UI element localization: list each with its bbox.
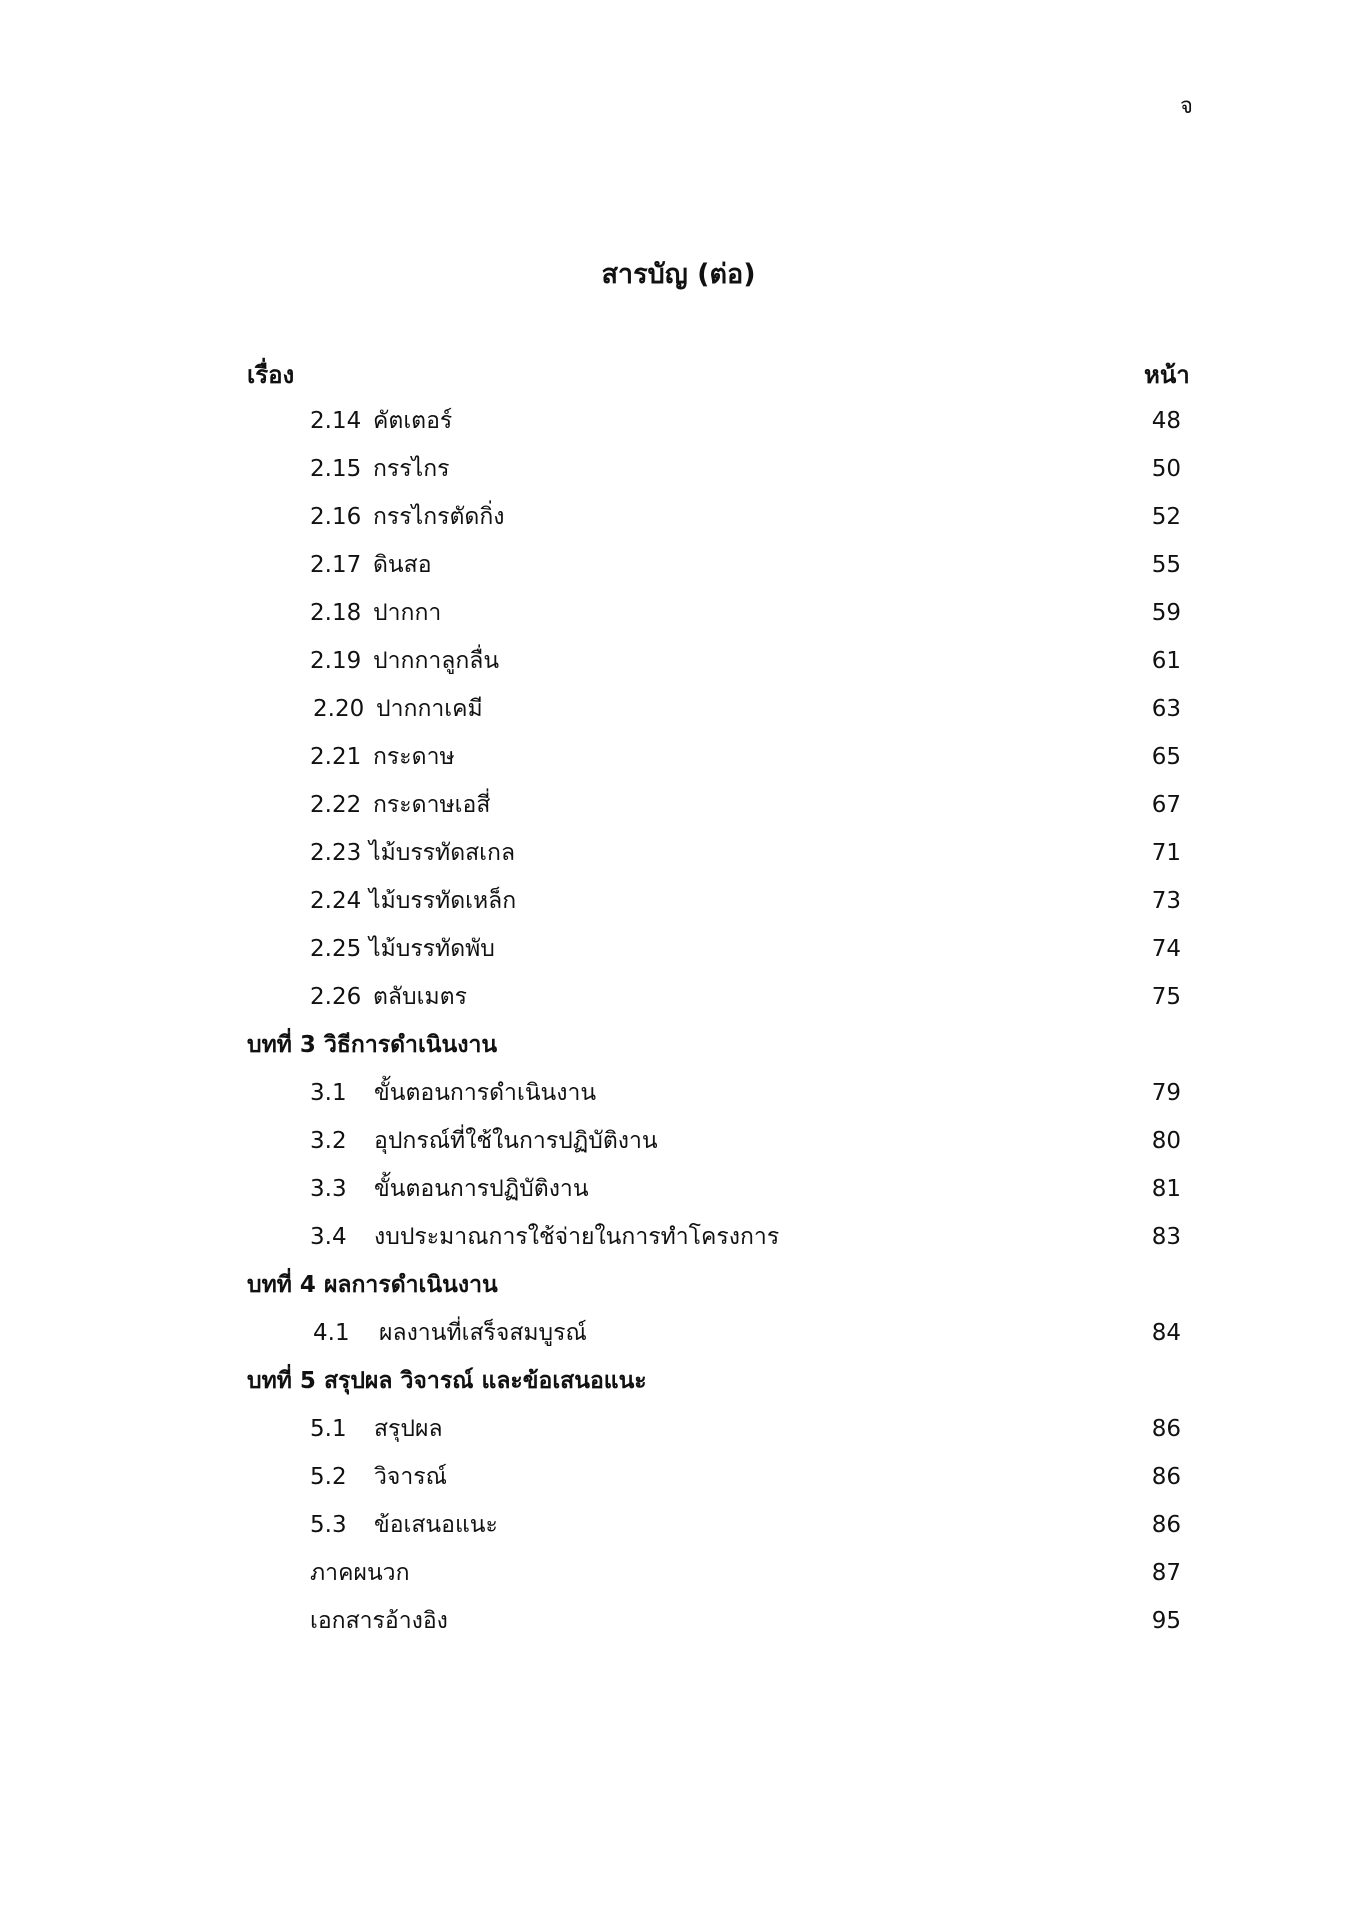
- entry-number: 2.26: [310, 984, 362, 1010]
- toc-entry-2-23: [0, 833, 1357, 873]
- entry-title: ข้อเสนอแนะ: [374, 1512, 498, 1538]
- entry-number: 2.16: [310, 504, 362, 530]
- entry-title: ปากกา: [373, 600, 442, 626]
- toc-entry-2-25: [0, 929, 1357, 969]
- entry-page: 75: [1151, 984, 1181, 1010]
- toc-entry-2-24: [0, 881, 1357, 921]
- entry-page: 80: [1151, 1128, 1181, 1154]
- toc-entry-3-3: [0, 1169, 1357, 1209]
- entry-page: 71: [1151, 840, 1181, 866]
- entry-number: 2.20: [313, 696, 365, 722]
- entry-page: 74: [1151, 936, 1181, 962]
- entry-title: ดินสอ: [373, 552, 432, 578]
- topic-column-header: เรื่อง: [247, 361, 295, 389]
- entry-title: คัตเตอร์: [373, 408, 453, 434]
- toc-entry-3-2: [0, 1121, 1357, 1161]
- toc-entry-4-1: [0, 1313, 1357, 1353]
- entry-page: 61: [1151, 648, 1181, 674]
- toc-entry-references: [0, 1601, 1357, 1641]
- entry-page: 50: [1151, 456, 1181, 482]
- entry-number: 2.23: [310, 840, 362, 866]
- entry-page: 55: [1151, 552, 1181, 578]
- toc-entry-2-22: [0, 785, 1357, 825]
- toc-entry-2-17: [0, 545, 1357, 585]
- toc-entry-5-2: [0, 1457, 1357, 1497]
- entry-page: 79: [1151, 1080, 1181, 1106]
- entry-number: 5.2: [310, 1464, 347, 1490]
- toc-entry-2-21: [0, 737, 1357, 777]
- entry-title: ผลงานที่เสร็จสมบูรณ์: [379, 1320, 587, 1346]
- entry-title: ไม้บรรทัดเหล็ก: [369, 888, 517, 914]
- entry-title: กรรไกรตัดกิ่ง: [373, 504, 505, 530]
- entry-number: 3.4: [310, 1224, 347, 1250]
- entry-page: 73: [1151, 888, 1181, 914]
- entry-number: 5.1: [310, 1416, 347, 1442]
- entry-title: กระดาษเอสี่: [373, 792, 491, 818]
- entry-number: 2.14: [310, 408, 362, 434]
- entry-page: 81: [1151, 1176, 1181, 1202]
- toc-entry-2-16: [0, 497, 1357, 537]
- toc-entry-3-4: [0, 1217, 1357, 1257]
- toc-entry-2-20: [0, 689, 1357, 729]
- toc-chapter-5: [0, 1361, 1357, 1401]
- entry-page: 59: [1151, 600, 1181, 626]
- chapter-title: บทที่ 3 วิธีการดำเนินงาน: [247, 1032, 498, 1058]
- entry-page: 84: [1151, 1320, 1181, 1346]
- entry-page: 63: [1151, 696, 1181, 722]
- entry-title: ขั้นตอนการดำเนินงาน: [374, 1080, 597, 1106]
- page-column-header: หน้า: [1144, 361, 1190, 389]
- entry-page: 87: [1151, 1560, 1181, 1586]
- toc-entry-2-18: [0, 593, 1357, 633]
- entry-page: 67: [1151, 792, 1181, 818]
- entry-title: วิจารณ์: [374, 1464, 447, 1490]
- entry-number: 2.24: [310, 888, 362, 914]
- toc-entry-2-26: [0, 977, 1357, 1017]
- page-title: สารบัญ (ต่อ): [601, 259, 756, 290]
- entry-number: 5.3: [310, 1512, 347, 1538]
- entry-page: 86: [1151, 1464, 1181, 1490]
- entry-page: 86: [1151, 1512, 1181, 1538]
- entry-page: 52: [1151, 504, 1181, 530]
- entry-number: 2.22: [310, 792, 362, 818]
- entry-title: ขั้นตอนการปฏิบัติงาน: [374, 1176, 589, 1202]
- entry-number: 3.3: [310, 1176, 347, 1202]
- entry-page: 83: [1151, 1224, 1181, 1250]
- toc-entry-2-15: [0, 449, 1357, 489]
- entry-title: ปากกาเคมี: [376, 696, 483, 722]
- entry-number: 3.1: [310, 1080, 347, 1106]
- entry-title: สรุปผล: [374, 1416, 443, 1442]
- page-number: จ: [1180, 94, 1193, 119]
- entry-number: 4.1: [313, 1320, 350, 1346]
- toc-chapter-3: [0, 1025, 1357, 1065]
- chapter-title: บทที่ 4 ผลการดำเนินงาน: [247, 1272, 498, 1298]
- entry-number: 2.17: [310, 552, 362, 578]
- entry-page: 86: [1151, 1416, 1181, 1442]
- entry-number: 2.18: [310, 600, 362, 626]
- entry-title: กรรไกร: [373, 456, 450, 482]
- toc-entry-5-3: [0, 1505, 1357, 1545]
- entry-page: 65: [1151, 744, 1181, 770]
- entry-title: อุปกรณ์ที่ใช้ในการปฏิบัติงาน: [374, 1128, 658, 1154]
- toc-entry-2-14: [0, 401, 1357, 441]
- entry-page: 95: [1151, 1608, 1181, 1634]
- toc-entry-5-1: [0, 1409, 1357, 1449]
- entry-title: กระดาษ: [373, 744, 455, 770]
- chapter-title: บทที่ 5 สรุปผล วิจารณ์ และข้อเสนอแนะ: [247, 1368, 647, 1394]
- entry-number: 2.15: [310, 456, 362, 482]
- toc-entry-2-19: [0, 641, 1357, 681]
- entry-title: เอกสารอ้างอิง: [310, 1608, 448, 1634]
- entry-title: ปากกาลูกลื่น: [373, 648, 500, 674]
- toc-entry-3-1: [0, 1073, 1357, 1113]
- entry-page: 48: [1151, 408, 1181, 434]
- entry-title: ไม้บรรทัดสเกล: [369, 840, 516, 866]
- entry-number: 2.19: [310, 648, 362, 674]
- entry-title: ภาคผนวก: [310, 1560, 410, 1586]
- entry-title: ไม้บรรทัดพับ: [369, 936, 495, 962]
- entry-title: ตลับเมตร: [373, 984, 467, 1010]
- entry-number: 2.21: [310, 744, 362, 770]
- entry-number: 3.2: [310, 1128, 347, 1154]
- toc-entry-appendix: [0, 1553, 1357, 1593]
- entry-title: งบประมาณการใช้จ่ายในการทำโครงการ: [374, 1224, 780, 1250]
- toc-chapter-4: [0, 1265, 1357, 1305]
- entry-number: 2.25: [310, 936, 362, 962]
